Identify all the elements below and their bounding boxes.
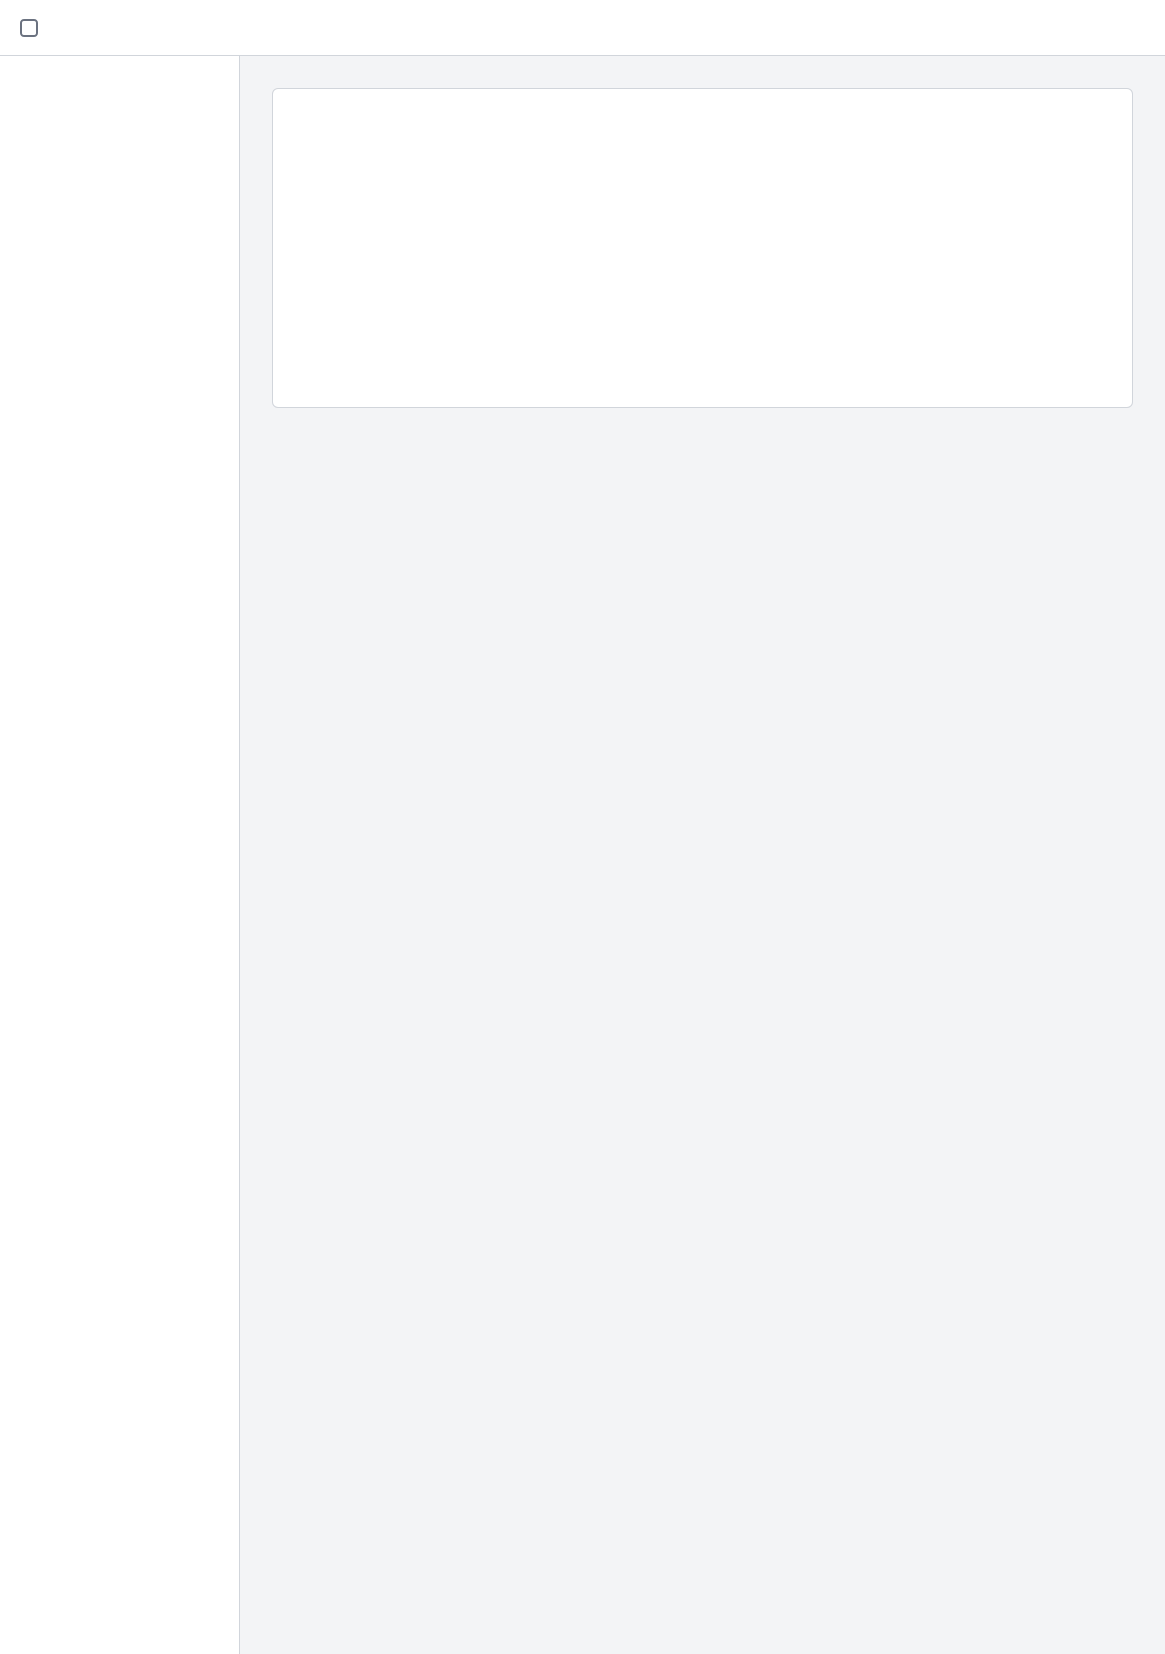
body [0,56,1165,1654]
menu-icon[interactable] [20,19,38,37]
sidebar [0,56,240,1654]
top-bar [0,0,1165,56]
main-area [240,56,1165,1654]
content-panel [272,88,1133,408]
